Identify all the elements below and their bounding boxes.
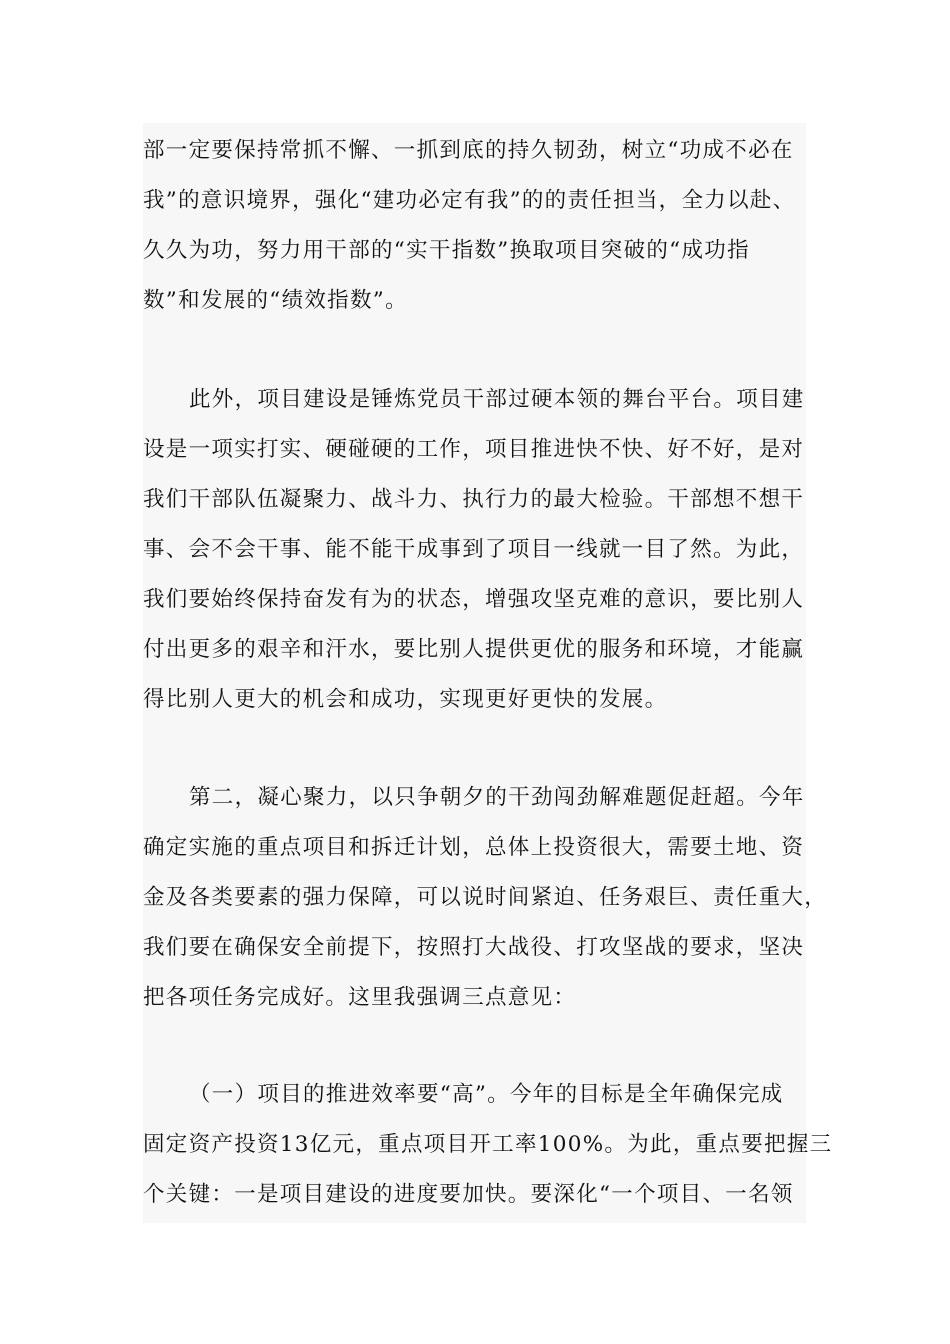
text-line: 此外，项目建设是锤炼党员干部过硬本领的舞台平台。项目建 xyxy=(189,387,805,412)
text-line: 设是一项实打实、硬碰硬的工作，项目推进快不快、好不好，是对 xyxy=(143,437,805,462)
paragraph-4 xyxy=(143,1070,833,1220)
text-line: 我们干部队伍凝聚力、战斗力、执行力的最大检验。干部想不想干 xyxy=(143,487,805,512)
text-line: 我”的意识境界，强化“建功必定有我”的的责任担当，全力以赴、 xyxy=(143,188,796,213)
text-line: 久久为功，努力用干部的“实干指数”换取项目突破的“成功指 xyxy=(143,238,750,263)
text-line: （一）项目的推进效率要“高”。今年的目标是全年确保完成 xyxy=(189,1082,784,1107)
paragraph-1 xyxy=(143,126,806,326)
text-line: 金及各类要素的强力保障，可以说时间紧迫、任务艰巨、责任重大， xyxy=(143,885,828,910)
text-line: 我们要始终保持奋发有为的状态，增强攻坚克难的意识，要比别人 xyxy=(143,587,805,612)
text-line: 数”和发展的“绩效指数”。 xyxy=(143,288,408,313)
text-line: 固定资产投资13亿元，重点项目开工率100%。为此，重点要把握三 xyxy=(143,1132,833,1157)
text-line: 事、会不会干事、能不能干成事到了项目一线就一目了然。为此， xyxy=(143,537,805,562)
text-line: 确定实施的重点项目和拆迁计划，总体上投资很大，需要土地、资 xyxy=(143,835,805,860)
document-page xyxy=(143,123,833,1223)
paragraph-3 xyxy=(143,773,828,1023)
text-line: 我们要在确保安全前提下，按照打大战役、打攻坚战的要求，坚决 xyxy=(143,935,805,960)
text-line: 部一定要保持常抓不懈、一抓到底的持久韧劲，树立“功成不必在 xyxy=(143,138,794,163)
text-line: 得比别人更大的机会和成功，实现更好更快的发展。 xyxy=(143,687,668,712)
text-line: 把各项任务完成好。这里我强调三点意见： xyxy=(143,985,577,1010)
text-line: 第二，凝心聚力，以只争朝夕的干劲闯劲解难题促赶超。今年 xyxy=(189,785,805,810)
text-line: 付出更多的艰辛和汗水，要比别人提供更优的服务和环境，才能赢 xyxy=(143,637,805,662)
text-line: 个关键：一是项目建设的进度要加快。要深化“一个项目、一名领 xyxy=(143,1182,794,1207)
paragraph-2 xyxy=(143,375,806,725)
